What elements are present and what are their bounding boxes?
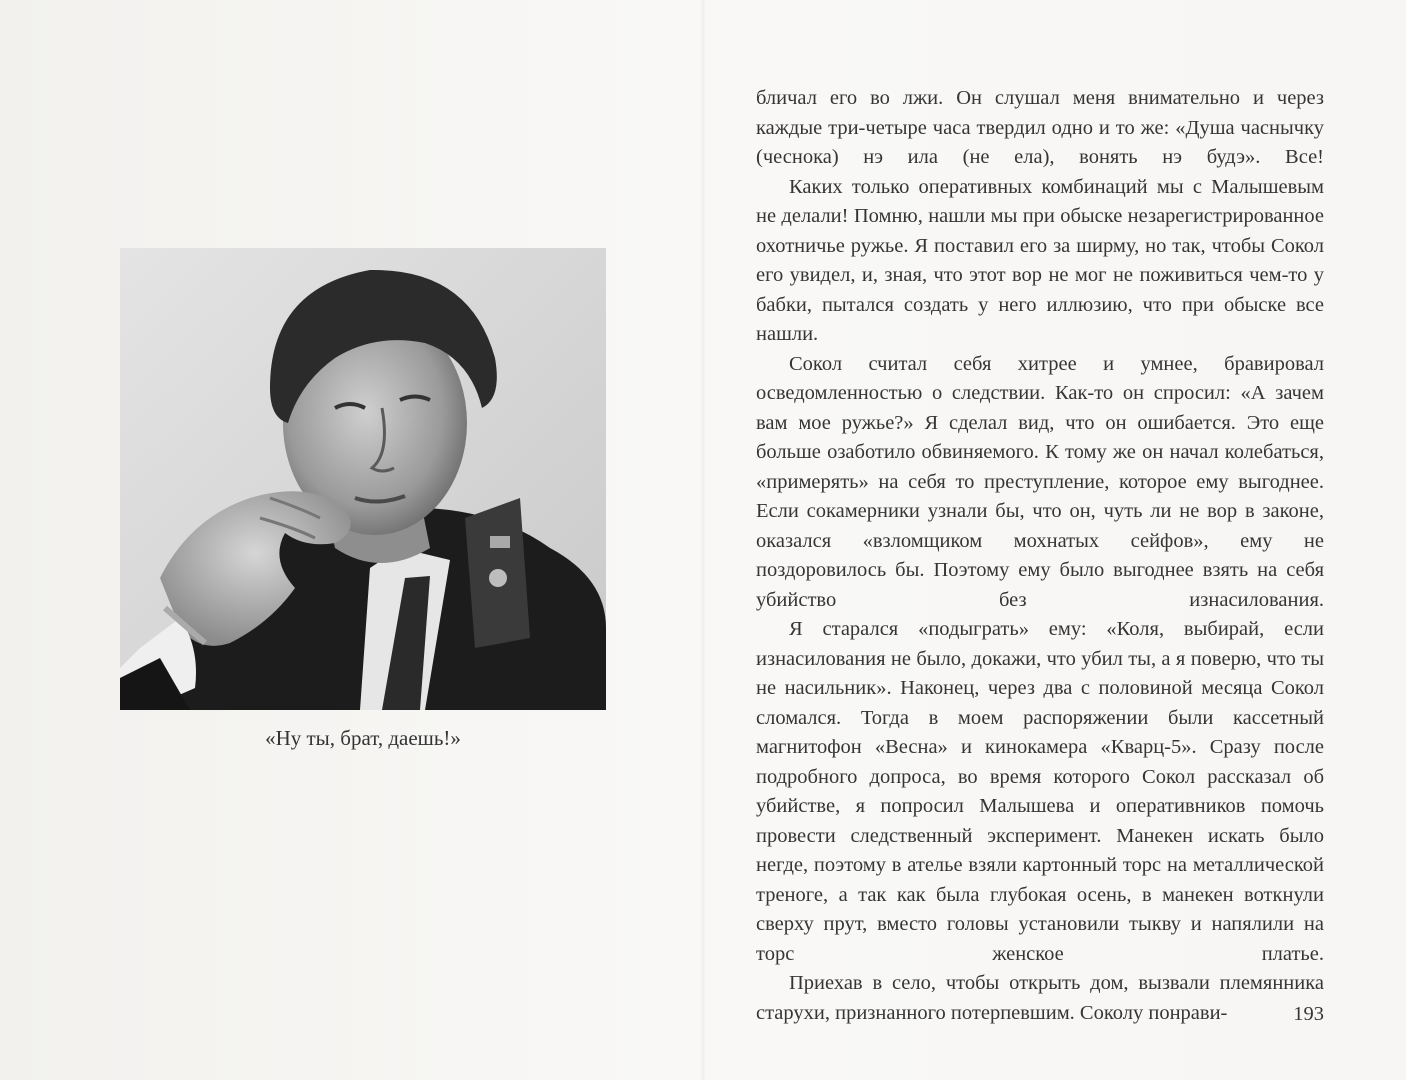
photo-caption: «Ну ты, брат, даешь!» bbox=[265, 726, 461, 750]
page-number: 193 bbox=[1293, 1003, 1324, 1025]
paragraph: Я старался «подыграть» ему: «Коля, выбирай, если изнасилования не было, докажи, что убил ты, а я поверю, что ты не насильник». Наконец, через два с половиной месяца Сокол сломался. Тогда в моем распоряжении были кассетный магнитофон «Весна» и кинокамера «Кварц-5». Сразу после подробного допроса, во время которого Сокол рассказал об убийстве, я попросил Малышева и оперативников помочь провести следственный эксперимент. Манекен искать было негде, поэтому в ателье взяли картонный торс на металлической треноге, а так как была глубокая осень, в манекен воткнули сверху прут, вместо головы установили тыкву и напялили на торс женское платье. bbox=[756, 618, 1324, 965]
paragraph: Сокол считал себя хитрее и умнее, бравировал осведомленностью о следствии. Как-то он спросил: «А зачем вам мое ружье?» Я сделал вид, что он ошибается. Это еще больше озаботило обвиняемого. К тому же он начал колебаться, «примерять» на себя то преступление, которое ему выгоднее. Если сокамерники узнали бы, что он, чуть ли не вор в законе, оказался «взломщиком мохнатых сейфов», ему не поздоровилось бы. Поэтому ему было выгоднее взять на себя убийство без изнасилования. bbox=[756, 352, 1324, 611]
paragraph: бличал его во лжи. Он слушал меня внимательно и через каждые три-четыре часа твердил одно и то же: «Душа часнычку (чеснока) нэ ила (не ела), вонять нэ будэ». Все! bbox=[756, 87, 1324, 168]
paragraph: Каких только оперативных комбинаций мы с Малышевым не делали! Помню, нашли мы при обыске незарегистрированное охотничье ружье. Я поставил его за ширму, но так, чтобы Сокол его увидел, и, зная, что этот вор не мог не поживиться чем-то у бабки, пытался создать у него иллюзию, что при обыске все нашли. bbox=[756, 175, 1324, 345]
paragraph: Приехав в село, чтобы открыть дом, вызвали племянника старухи, признанного потерпевшим. Соколу понрави- bbox=[756, 972, 1324, 1024]
portrait-photo bbox=[120, 248, 606, 710]
